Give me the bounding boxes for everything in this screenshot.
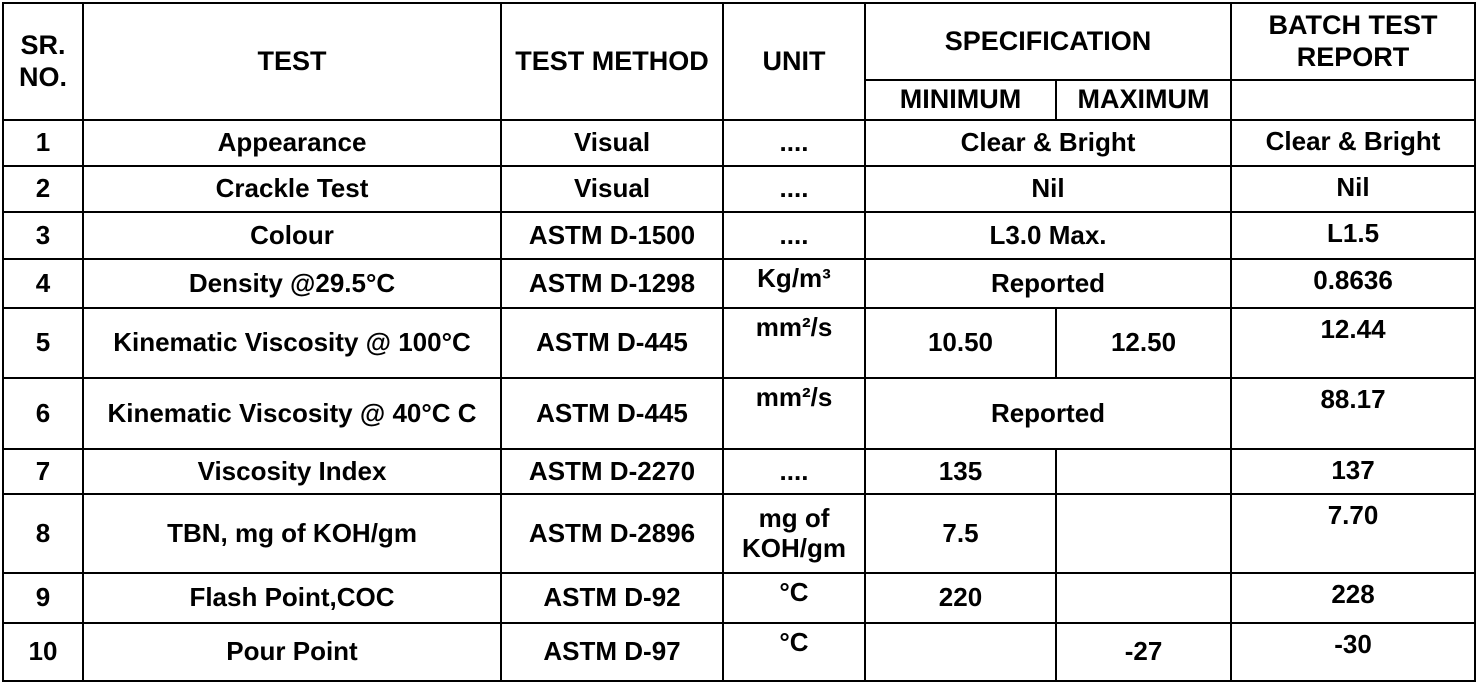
table-row xyxy=(3,212,1475,259)
batch-cell: 12.44 xyxy=(1231,308,1475,378)
sr-cell: 3 xyxy=(3,212,83,259)
method-cell: ASTM D-97 xyxy=(501,623,723,681)
unit-cell: .... xyxy=(723,449,865,494)
min-cell: 135 xyxy=(865,449,1056,494)
max-cell xyxy=(1056,494,1231,573)
unit-cell: °C xyxy=(723,623,865,681)
spec-cell: Clear & Bright xyxy=(865,120,1231,166)
sr-cell: 1 xyxy=(3,120,83,166)
test-cell: TBN, mg of KOH/gm xyxy=(83,494,501,573)
batch-cell: 88.17 xyxy=(1231,378,1475,449)
min-cell: 7.5 xyxy=(865,494,1056,573)
sr-cell: 4 xyxy=(3,259,83,308)
test-cell: Colour xyxy=(83,212,501,259)
table-row xyxy=(3,623,1475,681)
sr-cell: 2 xyxy=(3,166,83,212)
method-cell: ASTM D-2270 xyxy=(501,449,723,494)
header-specification: SPECIFICATION xyxy=(865,3,1231,80)
batch-cell: 137 xyxy=(1231,449,1475,494)
unit-cell: .... xyxy=(723,212,865,259)
spec-cell: Reported xyxy=(865,378,1231,449)
test-cell: Kinematic Viscosity @ 100°C xyxy=(83,308,501,378)
test-cell: Appearance xyxy=(83,120,501,166)
batch-cell: Clear & Bright xyxy=(1231,120,1475,166)
unit-cell: .... xyxy=(723,120,865,166)
sr-cell: 9 xyxy=(3,573,83,623)
header-minimum: MINIMUM xyxy=(865,80,1056,120)
header-test: TEST xyxy=(83,3,501,120)
method-cell: ASTM D-1500 xyxy=(501,212,723,259)
header-sr-no: SR. NO. xyxy=(3,3,83,120)
batch-cell: Nil xyxy=(1231,166,1475,212)
test-cell: Pour Point xyxy=(83,623,501,681)
batch-cell: 7.70 xyxy=(1231,494,1475,573)
header-unit: UNIT xyxy=(723,3,865,120)
specification-table xyxy=(2,2,1476,682)
method-cell: ASTM D-445 xyxy=(501,308,723,378)
max-cell xyxy=(1056,573,1231,623)
table-row xyxy=(3,166,1475,212)
method-cell: ASTM D-2896 xyxy=(501,494,723,573)
method-cell: ASTM D-1298 xyxy=(501,259,723,308)
unit-cell: mm²/s xyxy=(723,308,865,378)
test-cell: Crackle Test xyxy=(83,166,501,212)
sr-cell: 8 xyxy=(3,494,83,573)
unit-cell: mg of KOH/gm xyxy=(723,494,865,573)
method-cell: ASTM D-445 xyxy=(501,378,723,449)
header-batch-test-report: BATCH TEST REPORT xyxy=(1231,3,1475,80)
table-row xyxy=(3,573,1475,623)
method-cell: ASTM D-92 xyxy=(501,573,723,623)
batch-cell: L1.5 xyxy=(1231,212,1475,259)
sr-cell: 6 xyxy=(3,378,83,449)
method-cell: Visual xyxy=(501,166,723,212)
header-test-method: TEST METHOD xyxy=(501,3,723,120)
unit-cell: °C xyxy=(723,573,865,623)
batch-cell: 0.8636 xyxy=(1231,259,1475,308)
min-cell xyxy=(865,623,1056,681)
method-cell: Visual xyxy=(501,120,723,166)
max-cell: -27 xyxy=(1056,623,1231,681)
header-batch-empty xyxy=(1231,80,1475,120)
spec-cell: Nil xyxy=(865,166,1231,212)
table-row xyxy=(3,449,1475,494)
sr-cell: 5 xyxy=(3,308,83,378)
batch-cell: 228 xyxy=(1231,573,1475,623)
unit-cell: Kg/m³ xyxy=(723,259,865,308)
sr-cell: 10 xyxy=(3,623,83,681)
table-row xyxy=(3,120,1475,166)
test-cell: Kinematic Viscosity @ 40°C C xyxy=(83,378,501,449)
unit-cell: .... xyxy=(723,166,865,212)
max-cell xyxy=(1056,449,1231,494)
spec-cell: L3.0 Max. xyxy=(865,212,1231,259)
test-cell: Flash Point,COC xyxy=(83,573,501,623)
table-row xyxy=(3,308,1475,378)
table-row xyxy=(3,378,1475,449)
min-cell: 10.50 xyxy=(865,308,1056,378)
header-maximum: MAXIMUM xyxy=(1056,80,1231,120)
min-cell: 220 xyxy=(865,573,1056,623)
sr-cell: 7 xyxy=(3,449,83,494)
test-cell: Viscosity Index xyxy=(83,449,501,494)
spec-cell: Reported xyxy=(865,259,1231,308)
table-row xyxy=(3,494,1475,573)
table-row xyxy=(3,259,1475,308)
unit-cell: mm²/s xyxy=(723,378,865,449)
max-cell: 12.50 xyxy=(1056,308,1231,378)
test-cell: Density @29.5°C xyxy=(83,259,501,308)
batch-cell: -30 xyxy=(1231,623,1475,681)
